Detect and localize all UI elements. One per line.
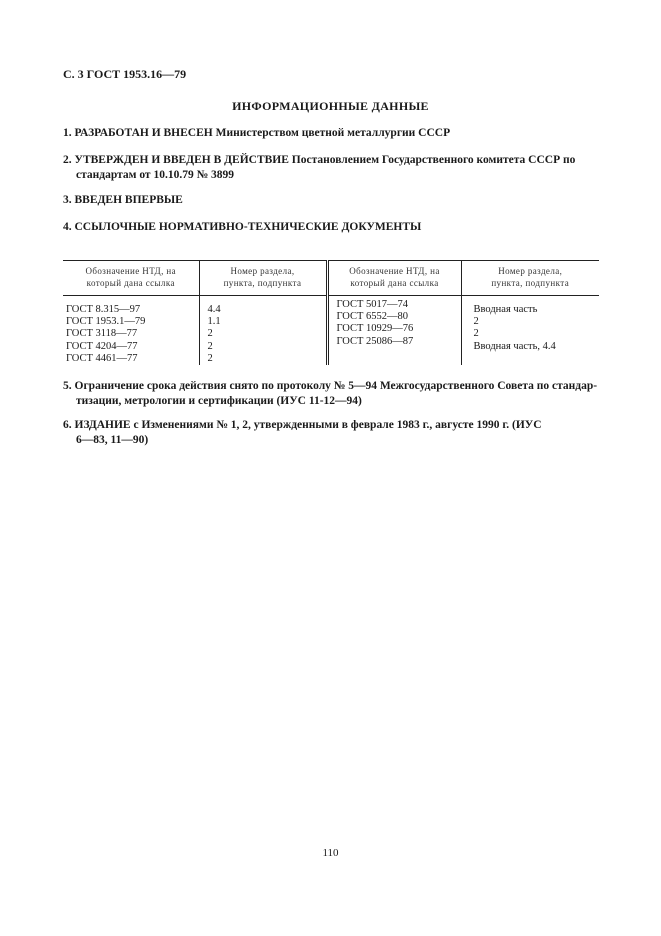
table-cell-ref: Вводная часть, 4.4 <box>473 340 556 352</box>
header-line: Номер раздела, <box>498 266 563 276</box>
section-6-number: 6. <box>63 419 72 431</box>
section-2-heading: УТВЕРЖДЕН И ВВЕДЕН В ДЕЙСТВИЕ <box>74 154 289 166</box>
section-3-number: 3. <box>63 194 72 206</box>
table-cell-ref: 4.4 <box>207 304 221 315</box>
section-1-number: 1. <box>63 127 72 139</box>
table-row <box>63 296 599 366</box>
table-cell-doc: ГОСТ 1953.1—79 <box>66 316 146 328</box>
table-cell-ref: 2 <box>207 352 213 364</box>
left-docs-cell <box>63 296 199 366</box>
section-4 <box>63 220 603 235</box>
section-2-number: 2. <box>63 154 72 166</box>
section-6-text: с Изменениями № 1, 2, утвержденными в феврале 1983 г., августе 1990 г. (ИУС <box>133 419 542 431</box>
section-6 <box>63 418 603 448</box>
col-header-doc-right <box>327 261 461 296</box>
table-cell-ref: 1.1 <box>207 316 221 328</box>
table-cell-doc: ГОСТ 4461—77 <box>66 352 138 364</box>
section-5-text-cont: тизации, метрологии и сертификации (ИУС 11-12—94) <box>76 395 362 407</box>
reference-documents-table <box>63 260 599 365</box>
table-cell-ref: 2 <box>473 328 479 340</box>
header-line: Обозначение НТД, на <box>85 266 176 276</box>
table-header-row <box>63 261 599 296</box>
section-2-text-cont: стандартам от 10.10.79 № 3899 <box>76 169 235 181</box>
right-refs-cell <box>461 296 599 366</box>
table-cell-doc: ГОСТ 3118—77 <box>66 328 138 340</box>
table-cell-doc: ГОСТ 4204—77 <box>66 340 138 352</box>
section-5 <box>63 379 603 409</box>
section-3-heading: ВВЕДЕН ВПЕРВЫЕ <box>74 194 183 206</box>
section-1-heading: РАЗРАБОТАН И ВНЕСЕН <box>74 127 213 139</box>
document-title: ИНФОРМАЦИОННЫЕ ДАННЫЕ <box>232 99 429 113</box>
header-line: Номер раздела, <box>230 266 295 276</box>
col-header-section-right <box>461 261 599 296</box>
section-2-text: Постановлением Государственного комитета СССР по <box>291 154 576 166</box>
section-3 <box>63 193 603 208</box>
header-line: который дана ссылка <box>86 278 175 288</box>
page-number: 110 <box>322 847 339 859</box>
section-5-number: 5. <box>63 380 72 392</box>
header-line: который дана ссылка <box>350 278 439 288</box>
table-cell-doc: ГОСТ 6552—80 <box>336 311 409 323</box>
section-4-heading: ССЫЛОЧНЫЕ НОРМАТИВНО-ТЕХНИЧЕСКИЕ ДОКУМЕНТЫ <box>74 221 422 233</box>
page-header: С. 3 ГОСТ 1953.16—79 <box>63 67 187 81</box>
table-cell-doc: ГОСТ 10929—76 <box>336 323 414 335</box>
table-cell-ref: 2 <box>207 340 213 352</box>
table-cell-doc: ГОСТ 25086—87 <box>336 335 414 347</box>
table-cell-doc: ГОСТ 5017—74 <box>336 299 409 310</box>
col-header-doc-left <box>63 261 199 296</box>
header-line: пункта, подпункта <box>223 278 302 288</box>
section-4-number: 4. <box>63 221 72 233</box>
header-line: пункта, подпункта <box>491 278 570 288</box>
table-cell-ref: 2 <box>207 328 213 340</box>
header-line: Обозначение НТД, на <box>349 266 440 276</box>
section-2 <box>63 153 603 183</box>
section-6-text-cont: 6—83, 11—90) <box>76 434 149 446</box>
table-cell-ref: 2 <box>473 316 479 328</box>
left-refs-cell <box>199 296 327 366</box>
col-header-section-left <box>199 261 327 296</box>
section-1 <box>63 126 603 141</box>
right-docs-cell <box>327 296 461 366</box>
section-5-text: Ограничение срока действия снято по протоколу № 5—94 Межгосударственного Совета по стандар- <box>74 380 598 392</box>
section-1-text: Министерством цветной металлургии СССР <box>215 127 451 139</box>
table-cell-ref: Вводная часть <box>473 304 538 315</box>
section-6-heading: ИЗДАНИЕ <box>74 419 131 431</box>
table-cell-doc: ГОСТ 8.315—97 <box>66 304 141 315</box>
